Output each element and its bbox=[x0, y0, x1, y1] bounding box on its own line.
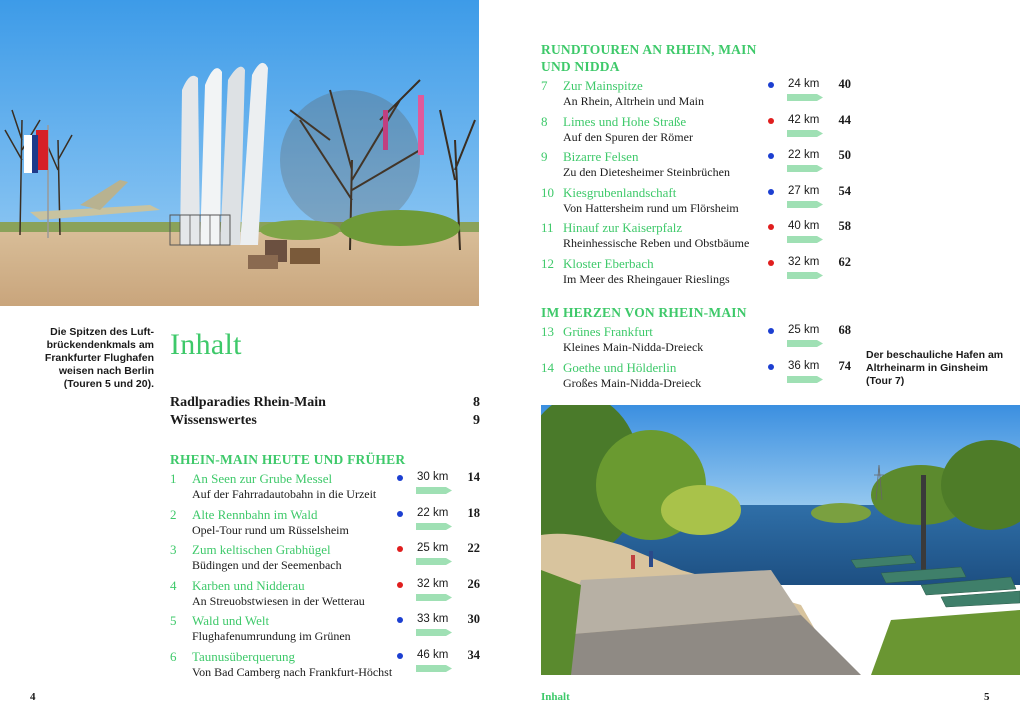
difficulty-dot-icon bbox=[397, 653, 403, 659]
section-heading-line: IM HERZEN VON RHEIN-MAIN bbox=[541, 305, 747, 320]
toc-tour-row[interactable] bbox=[170, 649, 480, 685]
difficulty-dot-icon bbox=[768, 364, 774, 370]
tour-distance: 25 km bbox=[417, 542, 449, 554]
tour-page-number[interactable]: 22 bbox=[467, 541, 480, 555]
photo-caption-left bbox=[40, 326, 154, 391]
tour-number: 6 bbox=[170, 648, 177, 664]
difficulty-dot-icon bbox=[397, 511, 403, 517]
section-heading bbox=[170, 451, 405, 468]
distance-arrow-icon bbox=[787, 130, 823, 137]
tour-distance: 46 km bbox=[417, 648, 449, 661]
tour-page-number[interactable]: 74 bbox=[838, 358, 851, 373]
tour-page-number[interactable]: 44 bbox=[838, 112, 851, 127]
tour-distance: 22 km bbox=[788, 149, 820, 161]
tour-distance: 32 km bbox=[417, 577, 449, 590]
tour-subtitle: Großes Main-Nidda-Dreieck bbox=[563, 375, 702, 390]
tour-number: 10 bbox=[541, 184, 554, 200]
tour-page-number[interactable]: 18 bbox=[467, 505, 480, 520]
difficulty-dot-icon bbox=[397, 582, 403, 588]
tour-title[interactable]: Taunusüberquerung bbox=[192, 648, 296, 664]
difficulty-dot-icon bbox=[768, 118, 774, 124]
tour-number: 14 bbox=[541, 359, 554, 375]
caption-line: (Tour 7) bbox=[866, 375, 905, 387]
page-title: Inhalt bbox=[170, 328, 242, 361]
caption-line: (Touren 5 und 20). bbox=[63, 378, 154, 390]
tour-page-number[interactable]: 58 bbox=[838, 219, 851, 233]
tour-distance: 25 km bbox=[788, 324, 820, 336]
tour-subtitle: Von Bad Camberg nach Frankfurt-Höchst bbox=[192, 664, 393, 679]
distance-arrow-icon bbox=[787, 201, 823, 208]
tour-page-number[interactable]: 40 bbox=[838, 77, 851, 91]
toc-tour-row[interactable] bbox=[170, 578, 480, 614]
tour-subtitle: Opel-Tour rund um Rüsselsheim bbox=[192, 522, 349, 537]
distance-arrow-icon bbox=[787, 272, 823, 279]
section-heading-line: RHEIN-MAIN HEUTE UND FRÜHER bbox=[170, 452, 406, 467]
tour-title[interactable]: An Seen zur Grube Messel bbox=[192, 471, 333, 486]
caption-line: Der beschauliche Hafen am bbox=[866, 349, 1004, 361]
difficulty-dot-icon bbox=[768, 328, 774, 334]
distance-arrow-icon bbox=[787, 165, 823, 172]
tour-subtitle: Flughafenumrundung im Grünen bbox=[192, 629, 351, 643]
toc-misc-label: Wissenswertes bbox=[170, 413, 257, 428]
page-number-right: 5 bbox=[984, 691, 990, 703]
toc-tour-row[interactable] bbox=[170, 542, 480, 578]
tour-distance: 42 km bbox=[788, 113, 820, 126]
tour-page-number[interactable]: 62 bbox=[838, 254, 851, 269]
tour-page-number[interactable]: 34 bbox=[467, 647, 480, 662]
toc-tour-row[interactable] bbox=[541, 149, 851, 185]
toc-tour-row[interactable] bbox=[541, 220, 851, 256]
difficulty-dot-icon bbox=[397, 475, 403, 481]
tour-number: 1 bbox=[170, 471, 177, 486]
toc-misc-row[interactable] bbox=[170, 395, 480, 411]
tour-title[interactable]: Alte Rennbahn im Wald bbox=[192, 506, 318, 522]
distance-arrow-icon bbox=[787, 340, 823, 347]
section-heading bbox=[541, 304, 747, 321]
difficulty-dot-icon bbox=[397, 546, 403, 552]
tour-subtitle: An Rhein, Altrhein und Main bbox=[563, 94, 704, 108]
difficulty-dot-icon bbox=[768, 224, 774, 230]
tour-page-number[interactable]: 54 bbox=[838, 183, 851, 198]
tour-subtitle: Von Hattersheim rund um Flörsheim bbox=[563, 200, 739, 215]
tour-number: 5 bbox=[170, 613, 177, 628]
caption-line: Altrheinarm in Ginsheim bbox=[866, 362, 988, 374]
tour-distance: 27 km bbox=[788, 184, 820, 197]
tour-distance: 36 km bbox=[788, 359, 820, 372]
distance-arrow-icon bbox=[787, 376, 823, 383]
tour-subtitle: An Streuobstwiesen in der Wetterau bbox=[192, 593, 365, 608]
tour-number: 9 bbox=[541, 149, 548, 164]
tour-number: 12 bbox=[541, 255, 554, 271]
difficulty-dot-icon bbox=[768, 260, 774, 266]
section-heading-line: RUNDTOUREN AN RHEIN, MAIN bbox=[541, 42, 757, 57]
toc-tour-row[interactable] bbox=[170, 613, 480, 649]
toc-tour-row[interactable] bbox=[541, 185, 851, 221]
section-heading-line: UND NIDDA bbox=[541, 59, 620, 74]
distance-arrow-icon bbox=[787, 94, 823, 101]
distance-arrow-icon bbox=[416, 558, 452, 565]
tour-subtitle: Kleines Main-Nidda-Dreieck bbox=[563, 340, 704, 354]
tour-distance: 40 km bbox=[788, 220, 820, 232]
tour-number: 2 bbox=[170, 506, 177, 522]
tour-subtitle: Im Meer des Rheingauer Rieslings bbox=[563, 271, 730, 286]
tour-page-number[interactable]: 68 bbox=[838, 323, 851, 337]
caption-line: weisen nach Berlin bbox=[58, 365, 154, 377]
tour-number: 13 bbox=[541, 324, 554, 339]
difficulty-dot-icon bbox=[768, 189, 774, 195]
tour-number: 4 bbox=[170, 577, 177, 593]
tour-subtitle: Auf der Fahrradautobahn in die Urzeit bbox=[192, 487, 377, 501]
tour-number: 8 bbox=[541, 113, 548, 129]
distance-arrow-icon bbox=[787, 236, 823, 243]
tour-page-number[interactable]: 30 bbox=[467, 612, 480, 626]
tour-title[interactable]: Bizarre Felsen bbox=[563, 149, 639, 164]
tour-page-number[interactable]: 26 bbox=[467, 576, 480, 591]
tour-number: 11 bbox=[541, 220, 554, 235]
distance-arrow-icon bbox=[416, 523, 452, 530]
toc-tour-row[interactable] bbox=[541, 360, 851, 396]
caption-line: brückendenkmals am bbox=[46, 339, 154, 351]
tour-title[interactable]: Kloster Eberbach bbox=[563, 255, 654, 271]
toc-section-1 bbox=[170, 471, 480, 684]
distance-arrow-icon bbox=[416, 629, 452, 636]
distance-arrow-icon bbox=[416, 487, 452, 494]
distance-arrow-icon bbox=[416, 665, 452, 672]
tour-title[interactable]: Zur Mainspitze bbox=[563, 78, 643, 93]
tour-title[interactable]: Wald und Welt bbox=[192, 613, 270, 628]
harbour-photo bbox=[541, 405, 1020, 675]
toc-misc-page: 8 bbox=[473, 395, 480, 410]
toc-tour-row[interactable] bbox=[541, 324, 851, 360]
tour-distance: 22 km bbox=[417, 506, 449, 519]
toc-misc-row[interactable] bbox=[170, 413, 480, 429]
tour-page-number[interactable]: 50 bbox=[838, 148, 851, 162]
toc-section-3 bbox=[541, 324, 851, 395]
tour-page-number[interactable]: 14 bbox=[467, 470, 480, 484]
airlift-memorial-photo bbox=[0, 0, 479, 306]
tour-number: 7 bbox=[541, 78, 548, 93]
toc-misc-page: 9 bbox=[473, 413, 480, 428]
photo-caption-right bbox=[866, 349, 1016, 388]
tour-subtitle: Büdingen und der Seemenbach bbox=[192, 558, 342, 572]
toc-tour-row[interactable] bbox=[541, 114, 851, 150]
tour-title[interactable]: Zum keltischen Grabhügel bbox=[192, 542, 331, 557]
tour-subtitle: Auf den Spuren der Römer bbox=[563, 129, 693, 144]
section-heading bbox=[541, 41, 757, 75]
caption-line: Frankfurter Flughafen bbox=[44, 352, 154, 364]
tour-subtitle: Rheinhessische Reben und Obstbäume bbox=[563, 236, 750, 250]
tour-title[interactable]: Hinauf zur Kaiserpfalz bbox=[563, 220, 683, 235]
tour-title[interactable]: Grünes Frankfurt bbox=[563, 324, 653, 339]
tour-distance: 24 km bbox=[788, 78, 820, 90]
toc-tour-row[interactable] bbox=[170, 507, 480, 543]
tour-title[interactable]: Limes und Hohe Straße bbox=[563, 113, 687, 129]
tour-title[interactable]: Goethe und Hölderlin bbox=[563, 359, 677, 375]
tour-distance: 32 km bbox=[788, 255, 820, 268]
toc-tour-row[interactable] bbox=[541, 256, 851, 292]
difficulty-dot-icon bbox=[768, 82, 774, 88]
page-number-left: 4 bbox=[30, 691, 36, 703]
tour-distance: 30 km bbox=[417, 471, 449, 483]
footer-section-label: Inhalt bbox=[541, 691, 570, 703]
difficulty-dot-icon bbox=[768, 153, 774, 159]
tour-distance: 33 km bbox=[417, 613, 449, 625]
tour-subtitle: Zu den Dietesheimer Steinbrüchen bbox=[563, 165, 730, 179]
toc-tour-row[interactable] bbox=[541, 78, 851, 114]
difficulty-dot-icon bbox=[397, 617, 403, 623]
caption-line: Die Spitzen des Luft- bbox=[50, 326, 154, 338]
toc-misc-label: Radlparadies Rhein-Main bbox=[170, 395, 326, 410]
tour-title[interactable]: Karben und Nidderau bbox=[192, 577, 305, 593]
toc-section-2 bbox=[541, 78, 851, 291]
tour-title[interactable]: Kiesgrubenlandschaft bbox=[563, 184, 677, 200]
toc-tour-row[interactable] bbox=[170, 471, 480, 507]
distance-arrow-icon bbox=[416, 594, 452, 601]
tour-number: 3 bbox=[170, 542, 177, 557]
